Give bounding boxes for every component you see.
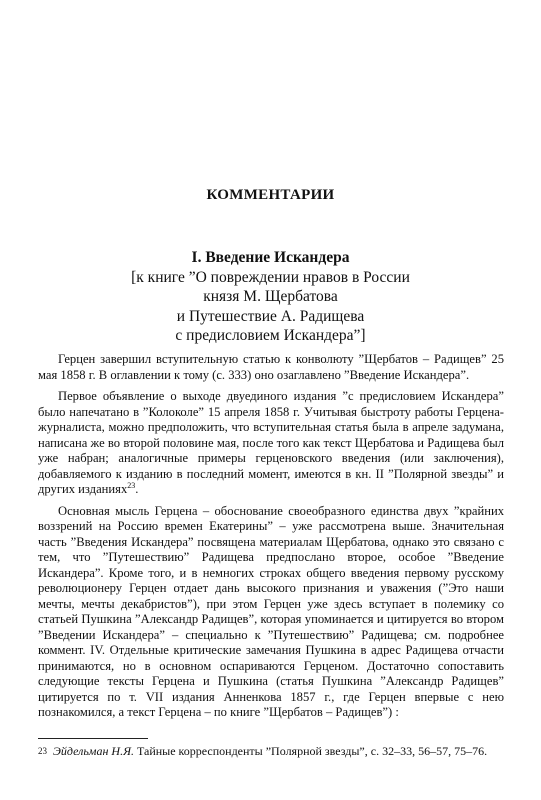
footnote [38,744,504,759]
paragraph-text: Первое объявление о выходе двуединого издания ”с предисловием Искандера” было напечатано в ”Колоколе” 15 апреля 1858 г. Учитывая быстроту работы Герцена-журналиста, можно предположить, что вступительная статья была в апреле задумана, написана же во второй половине мая, после того как текст Щербатова и Радищева был уже набран; аналогичные примеры герценовского введения (или заключения), добавляемого к изданию в последний момент, имеются в кн. II ”Полярной звезды” и других изданиях [38,389,504,496]
paragraph-text: Основная мысль Герцена – обоснование своеобразного единства двух ”крайних воззрений на Россию времен Екатерины” – уже рассмотрена выше. Значительная часть ”Введения Искандера” посвящена материалам Щербатова, однако это связано с тем, что ”Путешествию” Радищева предпослано второе, особое ”Введение Искандера”. Кроме того, и в немногих строках общего введения первому русскому революционеру Герцен отдает дань высокого признания и уважения (”Это наши мечты, мечты декабристов”), при этом Герцен уже здесь вступает в полемику со статьей Пушкина ”Александр Радищев”, которая упоминается и цитируется во втором ”Введении Искандера” – специально к ”Путешествию” Радищева; см. подробнее коммент. IV. Отдельные критические замечания Пушкина в адрес Радищева отчасти принимаются, но в основном оспариваются Герценом. Достаточно сопоставить следующие тексты Герцена и Пушкина (статья Пушкина ”Александр Радищев” цитируется по т. VII издания Анненкова 1857 г., где Герцен впервые с нею познакомился, а текст Герцена – по книге ”Щербатов – Радищев”) : [38,503,504,719]
footnote-author: Эйдельман Н.Я. [53,744,134,758]
footnote-mark: 23 [38,746,47,756]
paragraph [38,504,504,721]
paragraph-text: Герцен завершил вступительную статью к конволюту ”Щербатов – Радищев” 25 мая 1858 г. В оглавлении к тому (с. 333) оно озаглавлено ”Введение Искандера”. [38,352,504,382]
chapter-title-line-2: [к книге ”О повреждении нравов в России [131,268,410,286]
body-text [38,352,504,727]
chapter-title [0,248,541,346]
footnote-reference: 23 [127,480,136,490]
paragraph: Первое объявление о выходе двуединого издания ”с предисловием Искандера” было напечатано в ”Колоколе” 15 апреля 1858 г. Учитывая быстроту работы Герцена-журналиста, можно предположить, что вступительная статья была в апреле задумана, написана же во второй половине мая, после того как текст Щербатова и Радищева был уже набран; аналогичные примеры герценовского введения (или заключения), добавляемого к изданию в последний момент, имеются в кн. II ”Полярной звезды” и других изданиях$^{23}$. [38,389,504,496]
chapter-title-line-1: I. Введение Искандера [191,249,350,266]
section-heading: КОММЕНТАРИИ [206,187,335,203]
footnote-divider [38,738,148,739]
footnote-text: Тайные корреспонденты ”Полярной звезды”, с. 32–33, 56–57, 75–76. [136,744,488,758]
chapter-title-line-5: с предисловием Искандера”] [175,327,366,344]
paragraph [38,352,504,383]
chapter-title-line-3: князя М. Щербатова [203,288,338,305]
chapter-title-line-4: и Путешествие А. Радищева [176,307,365,325]
